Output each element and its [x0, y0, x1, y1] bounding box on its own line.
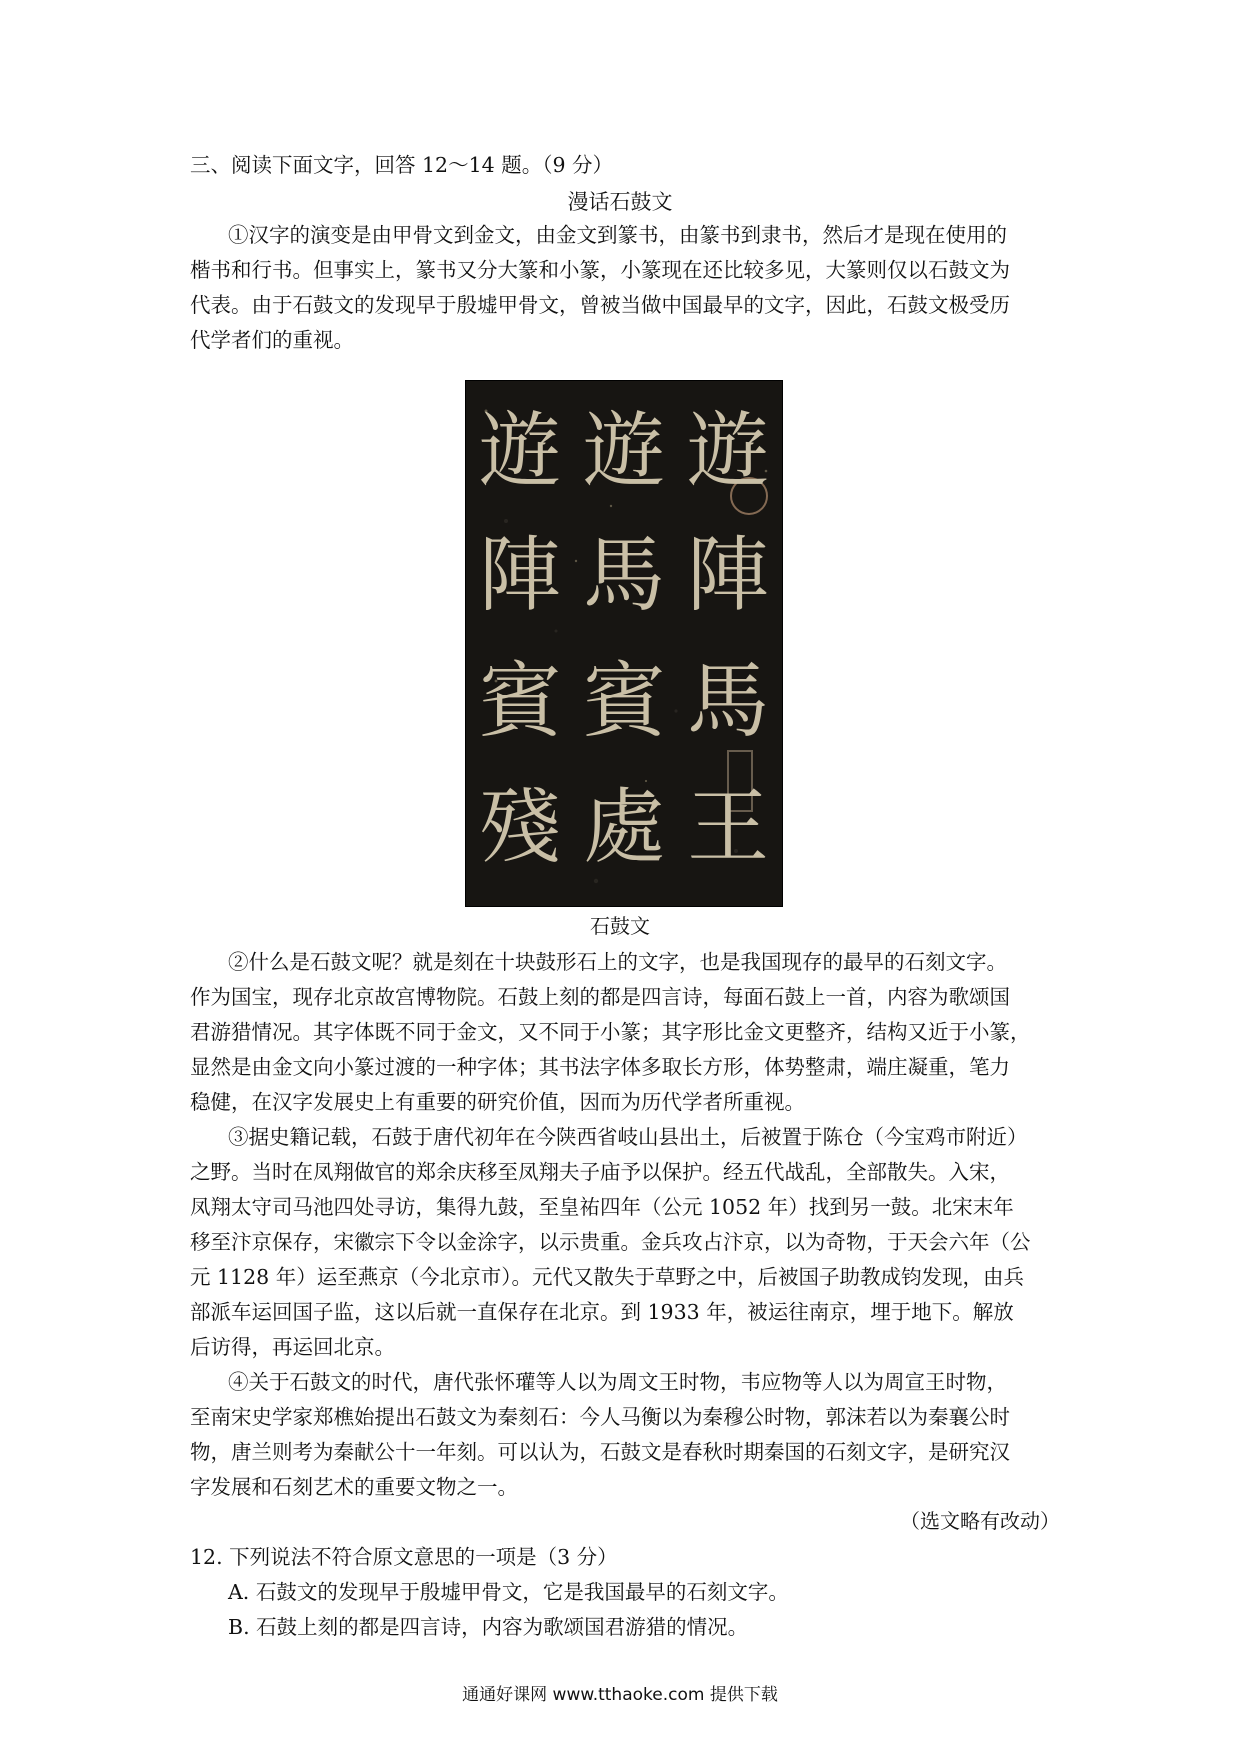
text-line: 楷书和行书。但事实上，篆书又分大篆和小篆，小篆现在还比较多见，大篆则仅以石鼓文为 — [190, 258, 1010, 282]
text-line: 稳健，在汉字发展史上有重要的研究价值，因而为历代学者所重视。 — [190, 1090, 805, 1114]
figure-caption: 石鼓文 — [590, 914, 650, 938]
question-option-a: A. 石鼓文的发现早于殷墟甲骨文，它是我国最早的石刻文字。 — [228, 1580, 789, 1604]
text-line: 作为国宝，现存北京故宫博物院。石鼓上刻的都是四言诗，每面石鼓上一首，内容为歌颂国 — [190, 985, 1010, 1009]
text-line: 部派车运回国子监，这以后就一直保存在北京。到 1933 年，被运往南京，埋于地下。解放 — [190, 1300, 1014, 1324]
rubbing-glyph: 殘 — [478, 780, 562, 875]
text-line: 物，唐兰则考为秦献公十一年刻。可以认为，石鼓文是春秋时期秦国的石刻文字，是研究汉 — [190, 1440, 1010, 1464]
rubbing-glyph: 王 — [686, 780, 770, 875]
text-line: 代表。由于石鼓文的发现早于殷墟甲骨文，曾被当做中国最早的文字，因此，石鼓文极受历 — [190, 293, 1010, 317]
question-stem: 12. 下列说法不符合原文意思的一项是（3 分） — [190, 1545, 618, 1569]
text-line: 之野。当时在凤翔做官的郑余庆移至凤翔夫子庙予以保护。经五代战乱，全部散失。入宋， — [190, 1160, 1010, 1184]
rubbing-glyph: 陣 — [478, 528, 562, 623]
rubbing-glyph: 賓 — [478, 654, 562, 749]
question-option-b: B. 石鼓上刻的都是四言诗，内容为歌颂国君游猎的情况。 — [228, 1615, 749, 1639]
text-line: 后访得，再运回北京。 — [190, 1335, 395, 1359]
rubbing-glyph: 陣 — [686, 528, 770, 623]
rubbing-glyph: 遊 — [686, 404, 770, 499]
text-line: 凤翔太守司马池四处寻访，集得九鼓，至皇祐四年（公元 1052 年）找到另一鼓。北宋末年 — [190, 1195, 1014, 1219]
text-line: 显然是由金文向小篆过渡的一种字体；其书法字体多取长方形，体势整肃，端庄凝重，笔力 — [190, 1055, 1010, 1079]
text-line: ②什么是石鼓文呢？就是刻在十块鼓形石上的文字，也是我国现存的最早的石刻文字。 — [228, 950, 1007, 974]
rubbing-glyph: 處 — [582, 780, 666, 875]
rubbing-svg — [466, 381, 782, 906]
section-heading: 三、阅读下面文字，回答 12～14 题。（9 分） — [190, 153, 614, 177]
stone-drum-rubbing-image — [465, 380, 783, 907]
text-line: ①汉字的演变是由甲骨文到金文，由金文到篆书，由篆书到隶书，然后才是现在使用的 — [228, 223, 1007, 247]
text-line: 元 1128 年）运至燕京（今北京市）。元代又散失于草野之中，后被国子助教成钧发现，由兵 — [190, 1265, 1024, 1289]
rubbing-glyph: 遊 — [582, 404, 666, 499]
rubbing-glyph: 遊 — [478, 404, 562, 499]
text-line: 君游猎情况。其字体既不同于金文，又不同于小篆；其字形比金文更整齐，结构又近于小篆， — [190, 1020, 1031, 1044]
page-footer: 通通好课网 www.tthaoke.com 提供下载 — [462, 1685, 778, 1705]
text-line: ④关于石鼓文的时代，唐代张怀瓘等人以为周文王时物，韦应物等人以为周宣王时物， — [228, 1370, 1007, 1394]
text-line: 移至汴京保存，宋徽宗下令以金涂字，以示贵重。金兵攻占汴京，以为奇物，于天会六年（公 — [190, 1230, 1031, 1254]
text-line: 代学者们的重视。 — [190, 328, 354, 352]
rubbing-glyph: 馬 — [686, 654, 770, 749]
rubbing-glyph: 馬 — [582, 528, 666, 623]
rubbing-glyph: 賓 — [582, 654, 666, 749]
article-title: 漫话石鼓文 — [567, 190, 673, 214]
source-note: （选文略有改动） — [900, 1509, 1060, 1533]
text-line: 字发展和石刻艺术的重要文物之一。 — [190, 1475, 518, 1499]
text-line: ③据史籍记载，石鼓于唐代初年在今陕西省岐山县出土，后被置于陈仓（今宝鸡市附近） — [228, 1125, 1028, 1149]
text-line: 至南宋史学家郑樵始提出石鼓文为秦刻石：今人马衡以为秦穆公时物，郭沫若以为秦襄公时 — [190, 1405, 1010, 1429]
